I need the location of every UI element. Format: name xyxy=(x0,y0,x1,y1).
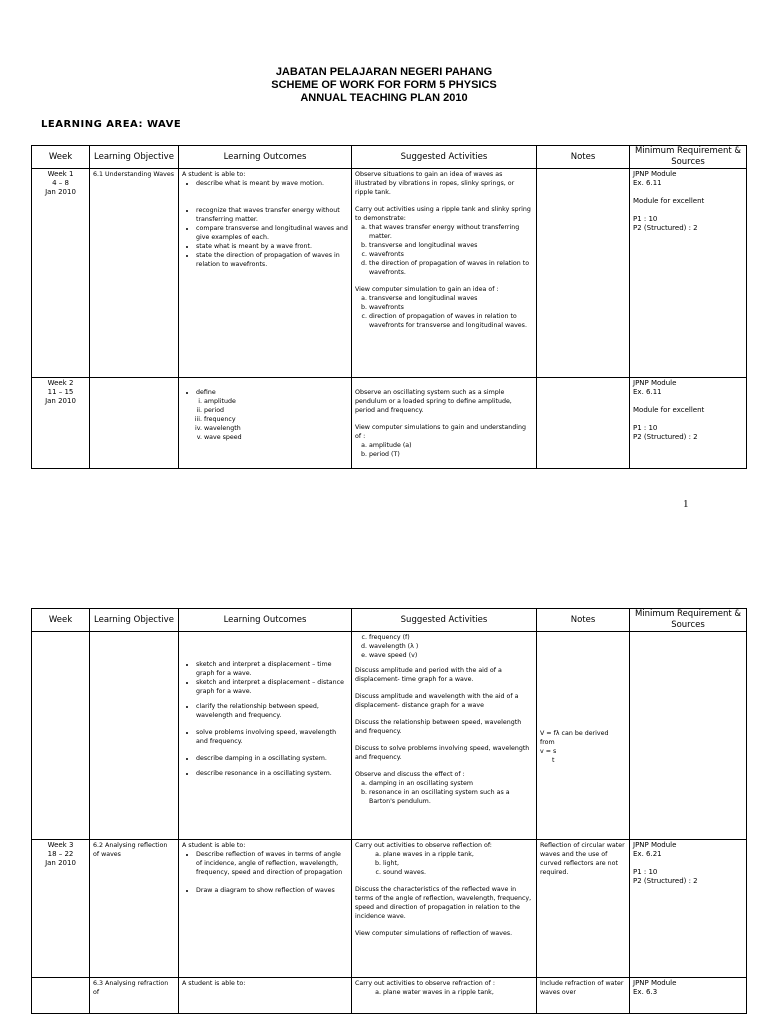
notes-cell: V = fλ can be derived from v = s t xyxy=(537,632,630,840)
col-objective: Learning Objective xyxy=(90,609,179,632)
outcomes-cell: A student is able to: • Describe reflection of waves in terms of angle of incidence, angle of reflection, wavelength, frequency, speed and direction of propagation • Draw a diagram to show reflection of waves xyxy=(179,840,352,978)
objective-cell: 6.1 Understanding Waves xyxy=(90,169,179,378)
notes-cell xyxy=(537,169,630,378)
outcomes-cell: A student is able to: • describe what is meant by wave motion. • recognize that waves transfer energy without transferring matter. • compare transverse and longitudinal waves and give examples of each. • state what is meant by a wave front. • state the direction of propagation of waves in relation to wavefronts. xyxy=(179,169,352,378)
sources-cell xyxy=(630,632,747,840)
week-cell xyxy=(32,632,90,840)
activities-cell: Carry out activities to observe refraction of : a. plane water waves in a ripple tank, xyxy=(352,978,537,1014)
notes-cell xyxy=(537,378,630,469)
col-notes: Notes xyxy=(537,609,630,632)
col-outcomes: Learning Outcomes xyxy=(179,146,352,169)
notes-cell: Reflection of circular water waves and the use of curved reflectors are not required. xyxy=(537,840,630,978)
week-cell xyxy=(32,978,90,1014)
header-line-3: ANNUAL TEACHING PLAN 2010 xyxy=(300,92,468,104)
objective-cell: 6.2 Analysing reflection of waves xyxy=(90,840,179,978)
activities-cell: Carry out activities to observe reflection of: a. plane waves in a ripple tank, b. light, c. sound waves. Discuss the characteristics of the reflected wave in terms of the angle of reflection, wavelength, frequency, speed and direction of propagation in relation to the incidence wave. View computer simulations of reflection of waves. xyxy=(352,840,537,978)
page-number: 1 xyxy=(683,498,689,510)
document-header xyxy=(0,66,768,105)
col-week: Week xyxy=(32,146,90,169)
table-row xyxy=(32,378,747,469)
col-objective: Learning Objective xyxy=(90,146,179,169)
col-sources: Minimum Requirement & Sources xyxy=(630,609,747,632)
sources-cell: JPNP Module Ex. 6.11 Module for excellent P1 : 10 P2 (Structured) : 2 xyxy=(630,378,747,469)
teaching-plan-table-page-1 xyxy=(31,145,747,469)
table-row xyxy=(32,632,747,840)
col-outcomes: Learning Outcomes xyxy=(179,609,352,632)
sources-cell: JPNP Module Ex. 6.21 P1 : 10 P2 (Structured) : 2 xyxy=(630,840,747,978)
objective-cell xyxy=(90,632,179,840)
col-notes: Notes xyxy=(537,146,630,169)
activities-cell: Observe an oscillating system such as a simple pendulum or a loaded spring to define amplitude, period and frequency. View computer simulations to gain and understanding of : a. amplitude (a) b. period (T) xyxy=(352,378,537,469)
table-header-row xyxy=(32,146,747,169)
week-cell: Week 1 4 – 8 Jan 2010 xyxy=(32,169,90,378)
table-row xyxy=(32,840,747,978)
sources-cell: JPNP Module Ex. 6.3 xyxy=(630,978,747,1014)
outcomes-cell: • define i. amplitude ii. period iii. frequency iv. wavelength v. wave speed xyxy=(179,378,352,469)
activities-cell: Observe situations to gain an idea of waves as illustrated by vibrations in ropes, slinky springs, or ripple tank. Carry out activities using a ripple tank and slinky spring to demonstrate: a. that waves transfer energy without transferring matter. b. transverse and longitudinal waves c. wavefronts d. the direction of propagation of waves in relation to wavefronts. View computer simulation to gain an idea of : a. transverse and longitudinal waves b. wavefronts c. direction of propagation of waves in relation to wavefronts for transverse and longitudinal waves. xyxy=(352,169,537,378)
outcomes-cell: • sketch and interpret a displacement – time graph for a wave. • sketch and interpret a displacement – distance graph for a wave. • clarify the relationship between speed, wavelength and frequency. • solve problems involving speed, wavelength and frequency. • describe damping in a oscillating system. • describe resonance in a oscillating system. xyxy=(179,632,352,840)
objective-cell: 6.3 Analysing refraction of xyxy=(90,978,179,1014)
col-activities: Suggested Activities xyxy=(352,609,537,632)
table-row xyxy=(32,978,747,1014)
sources-cell: JPNP Module Ex. 6.11 Module for excellent P1 : 10 P2 (Structured) : 2 xyxy=(630,169,747,378)
week-cell: Week 3 18 – 22 Jan 2010 xyxy=(32,840,90,978)
table-header-row xyxy=(32,609,747,632)
col-week: Week xyxy=(32,609,90,632)
col-sources: Minimum Requirement & Sources xyxy=(630,146,747,169)
table-row xyxy=(32,169,747,378)
col-activities: Suggested Activities xyxy=(352,146,537,169)
header-line-2: SCHEME OF WORK FOR FORM 5 PHYSICS xyxy=(271,79,497,91)
objective-cell xyxy=(90,378,179,469)
activities-cell: c. frequency (f) d. wavelength (λ ) e. wave speed (v) Discuss amplitude and period with the aid of a displacement- time graph for a wave. Discuss amplitude and wavelength with the aid of a displacement- distance graph for a wave Discuss the relationship between speed, wavelength and frequency. Discuss to solve problems involving speed, wavelength and frequency. Observe and discuss the effect of : a. damping in an oscillating system b. resonance in an oscillating system such as a Barton's pendulum. xyxy=(352,632,537,840)
learning-area-title: LEARNING AREA: WAVE xyxy=(41,119,182,130)
week-cell: Week 2 11 – 15 Jan 2010 xyxy=(32,378,90,469)
teaching-plan-table-page-2 xyxy=(31,608,747,1014)
notes-cell: Include refraction of water waves over xyxy=(537,978,630,1014)
outcomes-cell: A student is able to: xyxy=(179,978,352,1014)
header-line-1: JABATAN PELAJARAN NEGERI PAHANG xyxy=(275,66,493,78)
